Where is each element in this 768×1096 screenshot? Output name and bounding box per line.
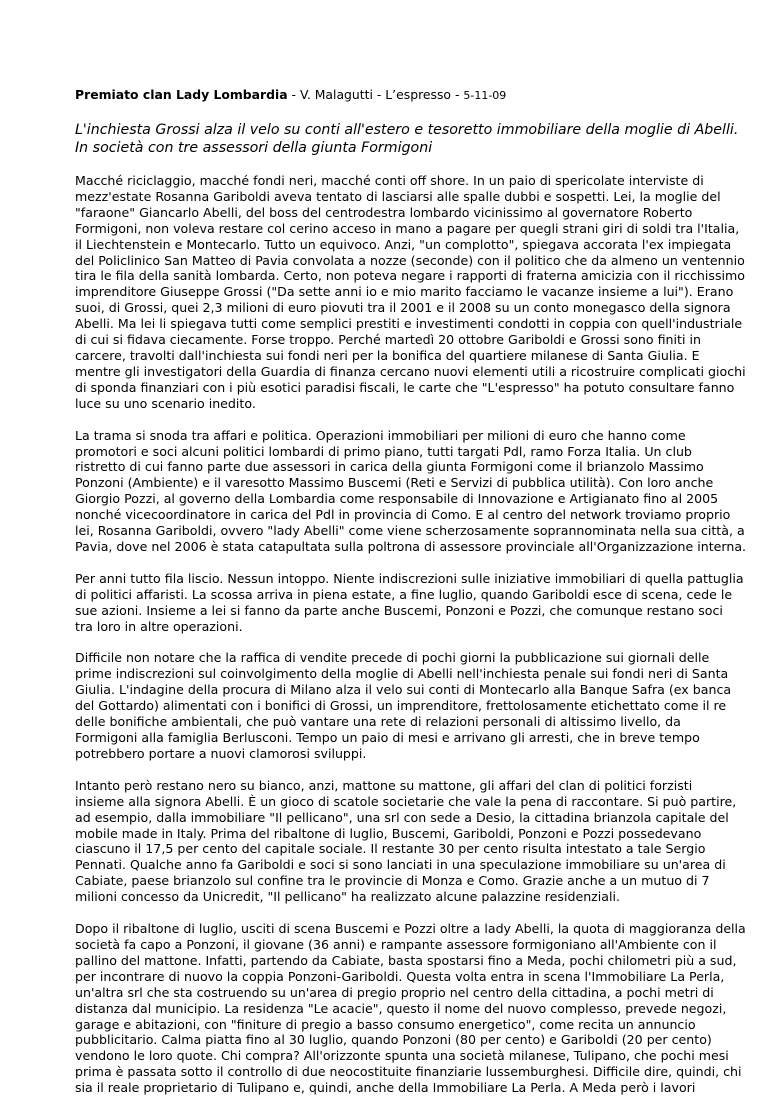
paragraph-line: Formigoni alla famiglia Berlusconi. Tempo un paio di mesi e arrivano gli arresti, che in breve tempo — [75, 730, 700, 745]
paragraph-line: Pavia, dove nel 2006 è stata catapultata sulla poltrona di assessore provinciale all'Organizzazione interna. — [75, 538, 747, 554]
paragraph-line: un'altra srl che sta costruendo su un'area di pregio proprio nel centro della cittadina, a pochi metri di — [75, 984, 714, 1000]
paragraph-line: tira le fila della sanità lombarda. Certo, non poteva negare i rapporti di fraterna amicizia con il ricchissimo — [75, 268, 745, 284]
paragraph-line: per incontrare di nuovo la coppia Ponzoni-Gariboldi. Questa volta entra in scena l'Immobiliare La Perla, — [75, 968, 725, 984]
article-author: V. Malagutti — [299, 87, 373, 102]
article-paragraph — [75, 570, 744, 635]
paragraph-line: società fa capo a Ponzoni, il giovane (36 anni) e rampante assessore formigoniano all'Ambiente con il — [75, 936, 717, 952]
paragraph-line: Per anni tutto fila liscio. Nessun intoppo. Niente indiscrezioni sulle iniziative immobiliari di quella pattuglia — [75, 570, 744, 586]
paragraph-line: tra loro in altre operazioni. — [75, 618, 243, 634]
paragraph-line: di politici affaristi. La scossa arriva in piena estate, a fine luglio, quando Gariboldi esce di scena, cede le — [75, 586, 733, 602]
byline-separator: - — [451, 87, 464, 102]
paragraph-line: pubblicitario. Calma piatta fino al 30 luglio, quando Ponzoni (80 per cento) e Gariboldi (20 per cento) — [75, 1032, 712, 1048]
subtitle-line: L'inchiesta Grossi alza il velo su conti all'estero e tesoretto immobiliare della moglie di Abelli. — [75, 122, 739, 138]
paragraph-line: "faraone" Giancarlo Abelli, del boss del centrodestra lombardo vicinissimo al governatore Roberto — [75, 204, 693, 220]
paragraph-line: Intanto però restano nero su bianco, anzi, mattone su mattone, gli affari del clan di politici forzisti — [75, 777, 693, 793]
paragraph-line: carcere, travolti dall'inchiesta sui fondi neri per la bonifica del quartiere milanese di Santa Giulia. E — [75, 347, 700, 363]
paragraph-line: pallino del mattone. Infatti, partendo da Cabiate, basta spostarsi fino a Meda, pochi chilometri più a sud, — [75, 952, 737, 968]
article-title: Premiato clan Lady Lombardia — [75, 87, 288, 102]
paragraph-line: lei, Rosanna Gariboldi, ovvero "lady Abelli" come viene scherzosamente soprannominata nella sua città, a — [75, 523, 745, 539]
article-paragraph — [75, 650, 730, 761]
paragraph-line: Ponzoni (Ambiente) e il varesotto Massimo Buscemi (Reti e Servizi di pubblica utilità). Con loro anche — [75, 475, 714, 491]
paragraph-line: suoi, di Grossi, quei 2,3 milioni di euro piovuti tra il 2001 e il 2008 su un conto monegasco della signora — [75, 300, 731, 316]
paragraph-line: luce su uno scenario inedito. — [75, 395, 256, 411]
subtitle-line: In società con tre assessori della giunta Formigoni — [75, 139, 433, 156]
paragraph-line: sia il reale proprietario di Tulipano e, quindi, anche della Immobiliare La Perla. A Meda però i lavori — [75, 1080, 696, 1096]
paragraph-line: insieme alla signora Abelli. È un gioco di scatole societarie che vale la pena di raccontare. Si può partire, — [75, 793, 737, 809]
paragraph-line: Difficile non notare che la raffica di vendite precede di pochi giorni la pubblicazione sui giornali delle — [75, 650, 710, 666]
article-date: 5-11-09 — [463, 89, 507, 102]
paragraph-line: potrebbero portare a nuovi clamorosi sviluppi. — [75, 745, 367, 761]
paragraph-line: prima è passata sotto il controllo di due neocostituite finanziarie lussemburghesi. Difficile dire, quindi, chi — [75, 1064, 742, 1080]
paragraph-line: Abelli. Ma lei li spiegava tutti come semplici prestiti e investimenti condotti in coppia con quell'industriale — [75, 316, 743, 332]
paragraph-line: mentre gli investigatori della Guardia di finanza cercano nuovi elementi utili a ricostruire complicati giochi — [75, 363, 746, 379]
paragraph-line: Giorgio Pozzi, al governo della Lombardia come responsabile di Innovazione e Artigianato fino al 2005 — [75, 491, 719, 507]
article-body — [75, 173, 747, 1096]
paragraph-line: prime indiscrezioni sul coinvolgimento della moglie di Abelli nell'inchiesta penale sui fondi neri di Santa — [75, 666, 729, 682]
article-byline — [75, 87, 730, 104]
paragraph-line: mobile made in Italy. Prima del ribaltone di luglio, Buscemi, Gariboldi, Ponzoni e Pozzi possedevano — [75, 825, 702, 841]
byline-separator: - — [372, 87, 386, 102]
paragraph-line: promotori e soci alcuni politici lombardi di primo piano, tutti targati Pdl, ramo Forza Italia. Un club — [75, 443, 692, 459]
paragraph-line: Giulia. L'indagine della procura di Milano alza il velo sui conti di Montecarlo alla Banque Safra (ex banca — [75, 682, 732, 698]
article-paragraph — [75, 427, 747, 555]
paragraph-line: Macché riciclaggio, macché fondi neri, macché conti off shore. In un paio di spericolate interviste di — [75, 173, 704, 188]
paragraph-line: Pennati. Qualche anno fa Gariboldi e soci si sono lanciati in una speculazione immobiliare su un'area di — [75, 857, 726, 873]
paragraph-line: Formigoni, non voleva restare col cerino acceso in mano a pagare per quegli strani giri di soldi tra l'Italia, — [75, 220, 740, 236]
paragraph-line: delle bonifiche ambientali, che può vantare una rete di relazioni personali di altissimo livello, da — [75, 714, 681, 730]
paragraph-line: di sponda finanziari con i più esotici paradisi fiscali, le carte che "L'espresso" ha potuto consultare fanno — [75, 379, 735, 395]
paragraph-line: mezz'estate Rosanna Gariboldi aveva tentato di lasciarsi alle spalle dubbi e sospetti. Lei, la moglie del — [75, 188, 721, 204]
paragraph-line: ciascuno il 17,5 per cento del capitale sociale. Il restante 30 per cento risulta intestato a tale Sergio — [75, 841, 706, 857]
paragraph-line: La trama si snoda tra affari e politica. Operazioni immobiliari per milioni di euro che hanno come — [75, 427, 686, 443]
paragraph-line: nonché vicecoordinatore in carica del Pdl in provincia di Como. E al centro del network troviamo proprio — [75, 507, 731, 523]
paragraph-line: distanza dal municipio. La residenza "Le acacie", questo il nome del nuovo complesso, prevede negozi, — [75, 1000, 727, 1016]
byline-separator: - — [287, 87, 300, 102]
paragraph-line: vendono le loro quote. Chi compra? All'orizzonte spunta una società milanese, Tulipano, che pochi mesi — [75, 1048, 729, 1064]
paragraph-line: Dopo il ribaltone di luglio, usciti di scena Buscemi e Pozzi oltre a lady Abelli, la quota di maggioranza della — [75, 921, 746, 937]
paragraph-line: il Liechtenstein e Montecarlo. Tutto un equivoco. Anzi, "un complotto", spiegava accorata l'ex impiegata — [75, 236, 732, 252]
paragraph-line: milioni concesso da Unicredit, "Il pellicano" ha realizzato alcune palazzine residenziali. — [75, 889, 621, 905]
article-paragraph — [75, 777, 737, 905]
paragraph-line: ristretto di cui fanno parte due assessori in carica della giunta Formigoni come il brianzolo Massimo — [75, 459, 704, 475]
article-paragraph — [75, 173, 746, 412]
paragraph-line: ad esempio, dalla immobiliare "Il pellicano", una srl con sede a Desio, la cittadina brianzola capitale del — [75, 809, 729, 825]
article-subtitle — [75, 122, 739, 157]
paragraph-line: garage e abitazioni, con "finiture di pregio a basso consumo energetico", come recita un annuncio — [75, 1016, 696, 1032]
paragraph-line: Cabiate, paese brianzolo sul confine tra le provincie di Monza e Como. Grazie anche a un mutuo di 7 — [75, 873, 710, 889]
article-publication: L’espresso — [385, 87, 452, 102]
article-paragraph — [75, 921, 746, 1096]
paragraph-line: del Gottardo) alimentati con i bonifici di Grossi, un imprenditore, frettolosamente etichettato come il re — [75, 698, 727, 714]
paragraph-line: del Policlinico San Matteo di Pavia convolata a nozze (seconde) con il politico che da almeno un ventennio — [75, 252, 745, 268]
paragraph-line: imprenditore Giuseppe Grossi ("Da sette anni io e mio marito facciamo le vacanze insieme a lui"). Erano — [75, 284, 734, 300]
paragraph-line: di cui si fidava ciecamente. Forse troppo. Perché martedì 20 ottobre Gariboldi e Grossi sono finiti in — [75, 332, 701, 348]
paragraph-line: sue azioni. Insieme a lei si fanno da parte anche Buscemi, Ponzoni e Pozzi, che comunque restano soci — [75, 602, 723, 618]
